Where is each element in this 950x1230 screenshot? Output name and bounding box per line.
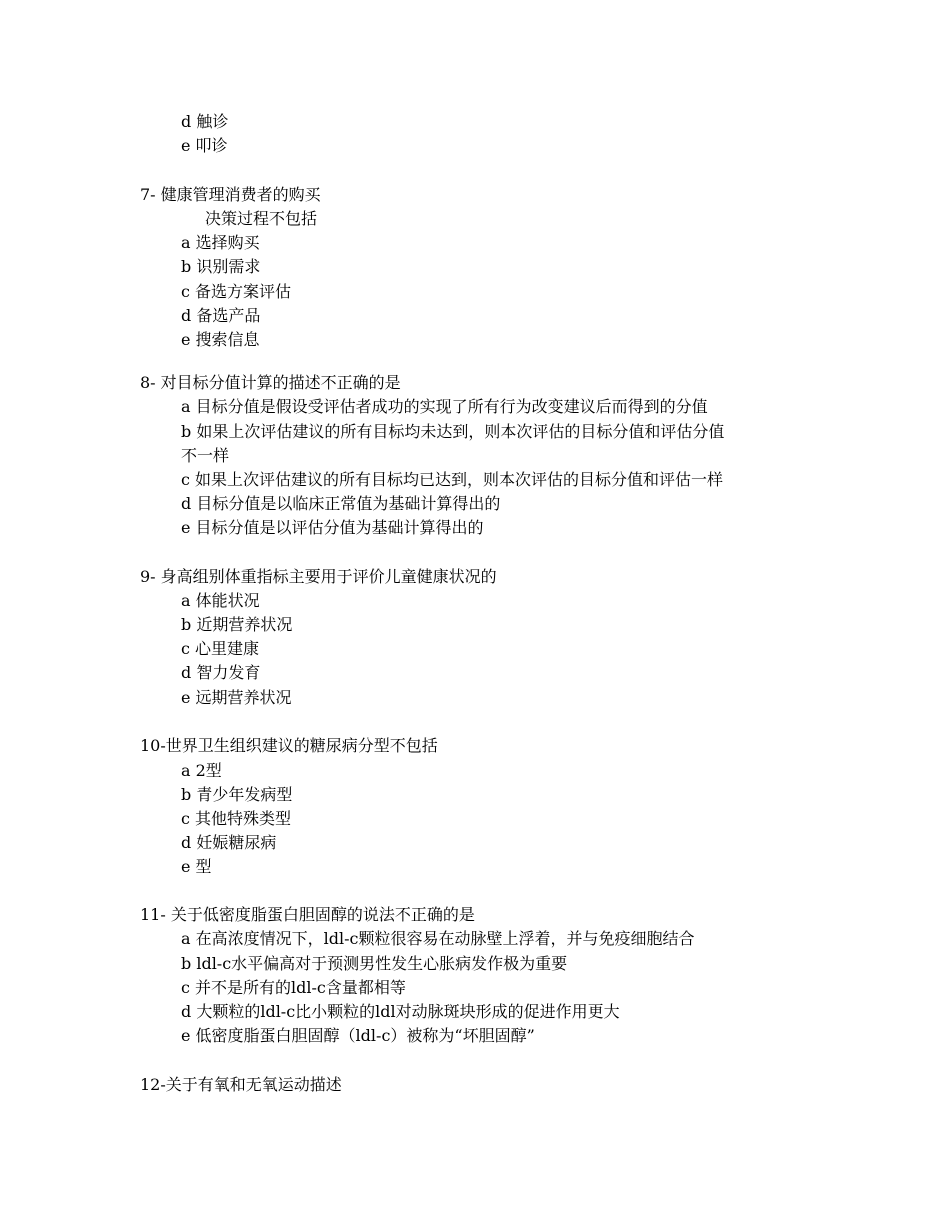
question-9-option-e: e 远期营养状况: [181, 688, 292, 707]
question-9-title: 9- 身高组别体重指标主要用于评价儿童健康状况的: [140, 567, 497, 586]
question-10-option-b: b 青少年发病型: [181, 785, 293, 804]
question-11-option-d: d 大颗粒的ldl-c比小颗粒的ldl对动脉斑块形成的促进作用更大: [181, 1002, 620, 1021]
question-9-option-c: c 心里建康: [181, 639, 260, 658]
question-8-option-e: e 目标分值是以评估分值为基础计算得出的: [181, 518, 484, 537]
question-12-title: 12-关于有氧和无氧运动描述: [140, 1075, 342, 1094]
question-8-option-b: b 如果上次评估建议的所有目标均未达到，则本次评估的目标分值和评估分值: [181, 422, 725, 441]
question-9-option-a: a 体能状况: [181, 591, 260, 610]
question-10-title: 10-世界卫生组织建议的糖尿病分型不包括: [140, 736, 438, 755]
question-11-title: 11- 关于低密度脂蛋白胆固醇的说法不正确的是: [140, 905, 475, 924]
question-11-option-b: b ldl-c水平偏高对于预测男性发生心胀病发作极为重要: [181, 954, 568, 973]
question-7-option-c: c 备选方案评估: [181, 282, 292, 301]
option-e-prev: e 叩诊: [181, 136, 228, 155]
question-7-option-a: a 选择购买: [181, 233, 260, 252]
question-7-title: 7- 健康管理消费者的购买: [140, 185, 321, 204]
question-7-option-b: b 识别需求: [181, 257, 261, 276]
question-10-option-a: a 2型: [181, 761, 222, 780]
question-8-title: 8- 对目标分值计算的描述不正确的是: [140, 373, 401, 392]
question-9-option-d: d 智力发育: [181, 663, 261, 682]
question-8-option-a: a 目标分值是假设受评估者成功的实现了所有行为改变建议后而得到的分值: [181, 397, 708, 416]
question-8-option-b-cont: 不一样: [181, 446, 230, 465]
option-d-prev: d 触诊: [181, 112, 229, 131]
question-7-title-cont: 决策过程不包括: [205, 209, 318, 228]
question-11-option-a: a 在高浓度情况下，ldl-c颗粒很容易在动脉壁上浮着，并与免疫细胞结合: [181, 929, 695, 948]
question-9-option-b: b 近期营养状况: [181, 615, 293, 634]
question-8-option-c: c 如果上次评估建议的所有目标均已达到，则本次评估的目标分值和评估一样: [181, 470, 724, 489]
question-10-option-e: e 型: [181, 857, 212, 876]
question-7-option-d: d 备选产品: [181, 306, 261, 325]
question-10-option-d: d 妊娠糖尿病: [181, 833, 277, 852]
question-7-option-e: e 搜索信息: [181, 330, 260, 349]
question-10-option-c: c 其他特殊类型: [181, 809, 292, 828]
question-8-option-d: d 目标分值是以临床正常值为基础计算得出的: [181, 494, 501, 513]
question-11-option-e: e 低密度脂蛋白胆固醇（ldl-c）被称为“坏胆固醇”: [181, 1026, 535, 1045]
question-11-option-c: c 并不是所有的ldl-c含量都相等: [181, 978, 406, 997]
